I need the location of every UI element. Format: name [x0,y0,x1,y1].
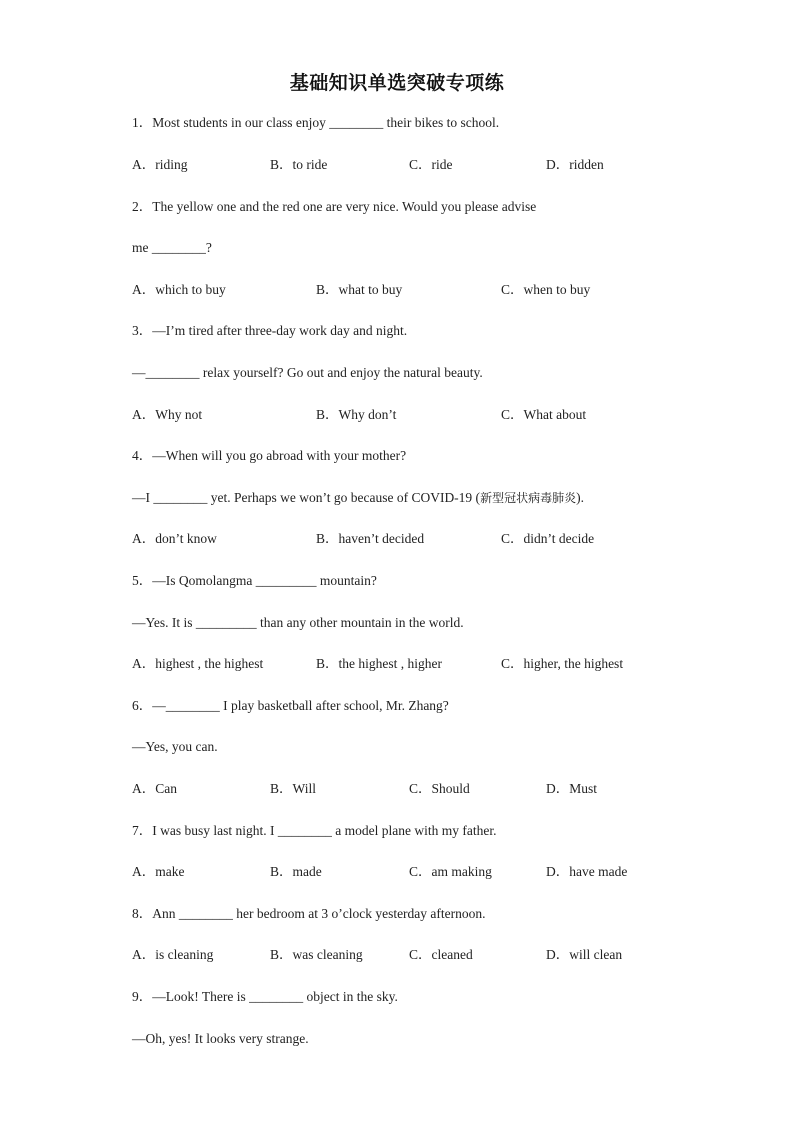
question-1-option-a: A．riding [132,157,188,172]
question-5-reply: —Yes. It is _________ than any other mountain in the world. [132,615,464,630]
question-3-reply: —________ relax yourself? Go out and enjoy the natural beauty. [132,365,483,380]
question-6-stem: 6．—________ I play basketball after school, Mr. Zhang? [132,698,449,713]
question-1-stem: 1．Most students in our class enjoy ________ their bikes to school. [132,115,500,130]
question-4-reply-part-1: —I ________ yet. Perhaps we won’t go because of COVID-19 ( [132,490,481,505]
question-7-option-a: A．make [132,864,185,879]
question-9-stem: 9．—Look! There is ________ object in the sky. [132,989,398,1004]
question-3-option-b: B．Why don’t [316,407,397,422]
question-7-option-d: D．have made [546,864,628,879]
question-3-option-a: A．Why not [132,407,203,422]
question-2-stem: 2．The yellow one and the red one are very nice. Would you please advise [132,199,537,214]
question-6-option-b: B．Will [270,781,316,796]
question-1-option-b: B．to ride [270,157,328,172]
question-7-stem: 7．I was busy last night. I ________ a model plane with my father. [132,823,497,838]
question-7-option-c: C．am making [409,864,492,879]
question-4-reply [132,489,584,507]
question-5-option-c: C．higher, the highest [501,656,624,671]
question-8-option-d: D．will clean [546,947,623,962]
question-4-option-a: A．don’t know [132,531,217,546]
question-8-option-b: B．was cleaning [270,947,363,962]
question-3-stem: 3．—I’m tired after three-day work day and night. [132,323,408,338]
question-2-option-b: B．what to buy [316,282,403,297]
question-8-option-a: A．is cleaning [132,947,214,962]
question-8-option-c: C．cleaned [409,947,473,962]
question-4-option-b: B．haven’t decided [316,531,425,546]
question-6-option-c: C．Should [409,781,470,796]
question-9-reply: —Oh, yes! It looks very strange. [132,1031,309,1046]
question-1-option-d: D．ridden [546,157,604,172]
question-6-option-d: D．Must [546,781,598,796]
question-7-option-b: B．made [270,864,322,879]
question-8-stem: 8．Ann ________ her bedroom at 3 o’clock yesterday afternoon. [132,906,486,921]
question-2-option-c: C．when to buy [501,282,591,297]
question-4-reply-chinese: 新型冠状病毒肺炎 [480,491,577,505]
question-4-option-c: C．didn’t decide [501,531,595,546]
question-4-reply-part-2: ). [576,490,584,505]
question-2-option-a: A．which to buy [132,282,226,297]
question-5-stem: 5．—Is Qomolangma _________ mountain? [132,573,377,588]
question-6-option-a: A．Can [132,781,177,796]
question-3-option-c: C．What about [501,407,587,422]
question-2-stem-continued: me ________? [132,240,212,255]
question-4-stem: 4．—When will you go abroad with your mother? [132,448,407,463]
question-5-option-b: B．the highest , higher [316,656,442,671]
page-title: 基础知识单选突破专项练 [289,72,505,94]
question-1-option-c: C．ride [409,157,453,172]
question-5-option-a: A．highest , the highest [132,656,264,671]
question-6-reply: —Yes, you can. [132,739,218,754]
